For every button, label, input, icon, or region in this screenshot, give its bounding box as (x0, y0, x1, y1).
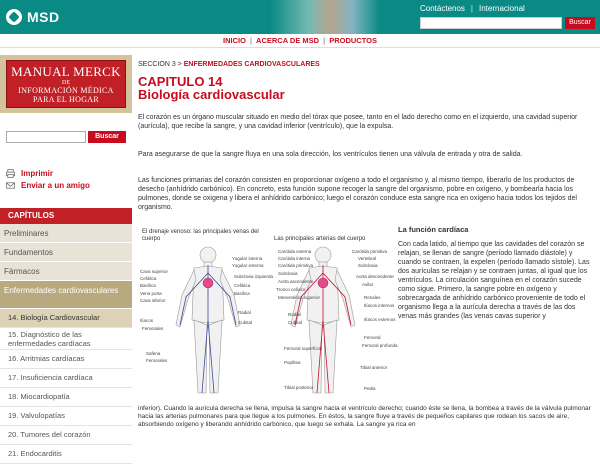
right-label-5: Tronco celíaco (276, 287, 306, 292)
chapter-18[interactable]: 18. Miocardiopatía (0, 388, 132, 407)
right-label-7: Radial (288, 312, 301, 317)
right-label-11: Tibial posterior (284, 385, 314, 390)
breadcrumb-prefix: SECCION 3 > (138, 61, 182, 68)
function-text: Con cada latido, al tiempo que las cavidades del corazón se relajan, se llenan de sangre (período llamado diástole) y cuando se contraen, la expelen (período llamado sístole). Las dos aurículas se relajan y se contraen juntas, al igual que los ventrículos. La circulación sanguínea en el corazón sucede como sigue. Primero, la sangre pobre en oxígeno y sobrecargada de anhídrido carbónico proveniente de todo el organismo llega a la aurícula derecha a través de las dos venas más grandes (las venas cavas superior y (398, 241, 590, 320)
chapters-header: CAPÍTULOS (0, 208, 132, 224)
send-label: Enviar a un amigo (21, 180, 90, 190)
chapter-number: CAPITULO 14 (138, 74, 223, 89)
right-label-1: Carótida interna (278, 256, 311, 261)
left-label-15: Cubital (238, 320, 253, 325)
right-label-6: Mesentérica superior (278, 295, 321, 300)
right-label-3: Subclavia (278, 271, 298, 276)
page-title: Biología cardiovascular (138, 87, 285, 102)
chapters-list (0, 224, 132, 464)
msd-logo-icon (6, 9, 22, 25)
merck-de: DE (62, 80, 70, 86)
link-internacional[interactable]: Internacional (479, 4, 525, 13)
merck-sub2: PARA EL HOGAR (33, 95, 99, 104)
chapter-21[interactable]: 21. Endocarditis (0, 445, 132, 464)
right-label-18: Ilíacos internos (364, 303, 395, 308)
chapter-17[interactable]: 17. Insuficiencia cardíaca (0, 369, 132, 388)
merck-sub1: INFORMACIÓN MÉDICA (18, 86, 114, 95)
divider: | (323, 36, 326, 45)
main-content (138, 55, 600, 469)
left-label-2: Cava superior (140, 269, 169, 274)
fig-caption-arteries: Las principales arterias del cuerpo (274, 236, 366, 242)
link-contactenos[interactable]: Contáctenos (420, 4, 465, 13)
merck-title: MANUAL MERCK (11, 64, 121, 79)
left-label-7: Ilíacos (140, 318, 154, 323)
nav-acerca[interactable]: ACERCA DE MSD (256, 36, 320, 45)
right-label-2: Carótida primitiva (278, 263, 314, 268)
right-label-13: Vertebral (358, 256, 377, 261)
nav-inicio[interactable]: INICIO (223, 36, 246, 45)
section-preliminares[interactable]: Preliminares (0, 224, 132, 243)
printer-icon (6, 169, 15, 178)
right-label-4: Aorta ascendente (278, 279, 314, 284)
right-label-21: Femoral profunda (362, 343, 398, 348)
chapter-16[interactable]: 16. Arritmias cardíacas (0, 350, 132, 369)
site-header (0, 0, 600, 34)
circulation-figure (138, 225, 398, 400)
left-label-11: Subclavia izquierda (234, 274, 274, 279)
top-links (420, 4, 525, 13)
section-farmacos[interactable]: Fármacos (0, 262, 132, 281)
manual-merck-logo (6, 60, 126, 108)
right-label-22: Tibial anterior (360, 365, 388, 370)
right-label-0: Carótida externa (278, 249, 312, 254)
msd-logo[interactable] (6, 9, 60, 25)
nav-productos[interactable]: PRODUCTOS (329, 36, 377, 45)
send-friend-link[interactable] (6, 179, 90, 191)
right-label-10: Poplítea (284, 360, 301, 365)
left-label-1: Yugular externa (232, 263, 264, 268)
paragraph-3: Las funciones primarias del corazón consisten en proporcionar oxígeno a todo el organismo y, al mismo tiempo, liberarlo de los productos de desecho (anhídrido carbónico). En concreto, esta función supone recoger la sangre del organismo, pobre en oxígeno, y bombearla hacia los pulmones, donde se oxigena y libera el anhídrido carbónico; luego el corazón conduce esta sangre rica en oxígeno hacia todos los tejidos del organismo. (138, 177, 577, 211)
divider: | (249, 36, 253, 45)
sidebar (0, 55, 132, 469)
chapter-20[interactable]: 20. Tumores del corazón (0, 426, 132, 445)
right-label-16: Axilar (362, 282, 374, 287)
chapter-14[interactable]: 14. Biología Cardiovascular (0, 309, 132, 328)
left-label-6: Cava inferior (140, 298, 166, 303)
heart-left (203, 278, 213, 288)
header-photo (270, 0, 380, 34)
sidebar-search-button[interactable]: Buscar (88, 131, 126, 143)
right-label-9: Femoral superficial (284, 346, 323, 351)
right-label-12: Carótida primitiva (352, 249, 388, 254)
paragraph-continued: inferior). Cuando la aurícula derecha se llena, impulsa la sangre hacia el ventrículo derecho; cuando éste se llena, la bombea a través de la válvula pulmonar hacia las arterias pulmonares para que llegue a los pulmones. En éstos, la sangre fluye a través de pequeños capilares que rodean los sacos de aire, absorbiendo oxígeno y liberando anhídrido carbónico, que luego se exhala. La sangre ya rica en (138, 405, 591, 428)
envelope-icon (6, 181, 15, 190)
chapter-15[interactable]: 15. Diagnóstico de las enfermedades cardíacas (0, 328, 132, 350)
main-nav (0, 34, 600, 48)
left-label-4: Basílica (140, 283, 156, 288)
left-label-12: Cefálica (234, 283, 251, 288)
sidebar-search-input[interactable] (6, 131, 86, 143)
header-search-button[interactable]: Buscar (565, 17, 595, 29)
paragraph-2: Para asegurarse de que la sangre fluya en una sola dirección, los ventrículos tienen una válvula de entrada y otra de salida. (138, 151, 523, 158)
print-link[interactable] (6, 167, 90, 179)
left-label-10: Femorales (146, 358, 168, 363)
logo-text: MSD (27, 9, 60, 25)
right-label-14: Subclavia (358, 263, 378, 268)
right-label-19: Ilíacos externos (364, 317, 396, 322)
right-label-17: Renales (364, 295, 381, 300)
right-label-20: Femoral (364, 335, 381, 340)
right-label-15: Aorta descendente (356, 274, 394, 279)
left-label-0: Yugular interna (232, 256, 263, 261)
right-label-8: Cubital (288, 320, 303, 325)
header-search-input[interactable] (420, 17, 562, 29)
chapter-19[interactable]: 19. Valvulopatías (0, 407, 132, 426)
breadcrumb-section[interactable]: ENFERMEDADES CARDIOVASCULARES (183, 61, 320, 68)
left-label-3: Cefálica (140, 276, 157, 281)
breadcrumb (138, 61, 320, 68)
divider: | (470, 4, 473, 13)
left-label-14: Radial (238, 310, 251, 315)
left-label-9: Safena (146, 351, 161, 356)
print-label: Imprimir (21, 168, 54, 178)
heart-right (318, 278, 328, 288)
section-cardiovasculares[interactable]: Enfermedades cardiovasculares (0, 281, 132, 309)
sidebar-tools (6, 167, 90, 191)
left-label-5: Vena porta (140, 291, 162, 296)
function-sidebar (398, 225, 594, 321)
fig-caption-veins: El drenaje venoso: las principales venas del cuerpo (142, 229, 259, 242)
right-label-23: Pedia (364, 386, 376, 391)
function-heading: La función cardíaca (398, 225, 469, 234)
left-label-8: Femorales (142, 326, 164, 331)
section-fundamentos[interactable]: Fundamentos (0, 243, 132, 262)
left-label-13: Basílica (234, 291, 250, 296)
manual-merck-banner[interactable] (0, 55, 132, 113)
paragraph-1: El corazón es un órgano muscular situado en medio del tórax que posee, tanto en el lado derecho como en el izquierdo, una cavidad superior (aurícula), que recibe la sangre, y una cavidad inferior (ventrículo), que la expulsa. (138, 114, 578, 130)
